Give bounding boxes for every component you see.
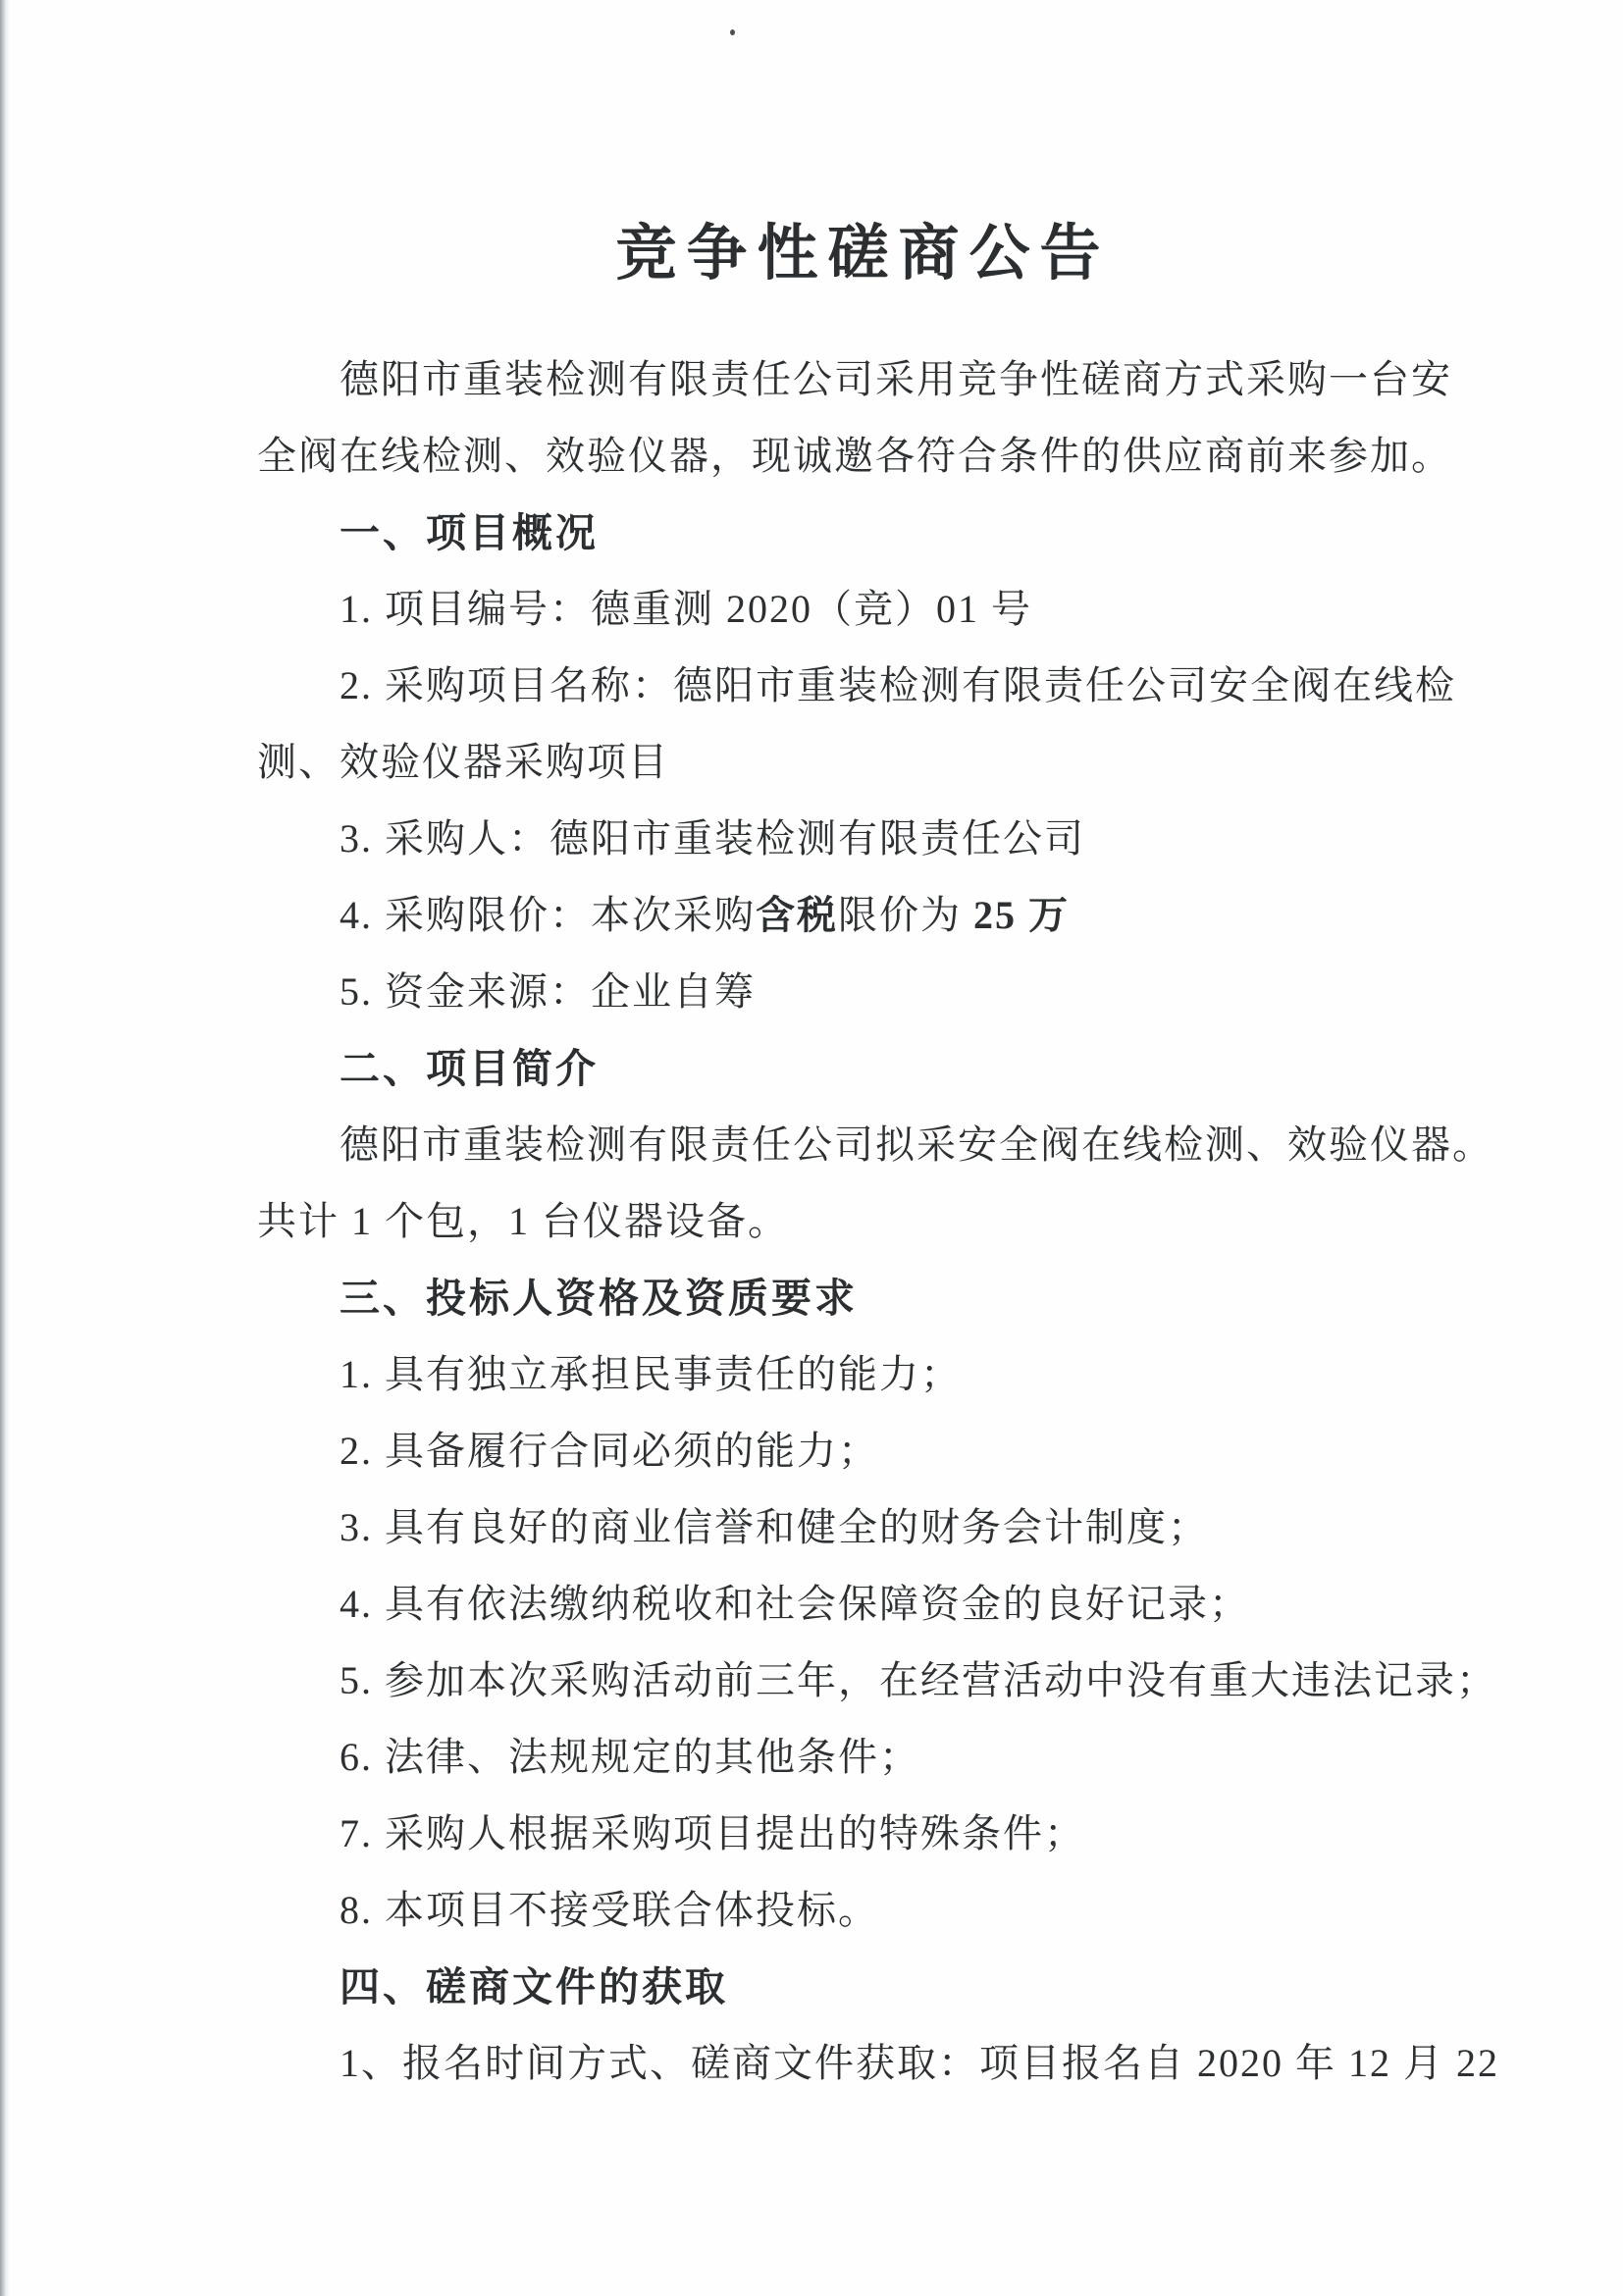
text-line	[257, 571, 1469, 648]
text-run: 限价为	[838, 893, 973, 937]
text-run: 德阳市重装检测有限责任公司采用竞争性磋商方式采购一台安	[340, 357, 1452, 401]
text-line	[257, 648, 1469, 724]
text-run: 2. 采购项目名称：德阳市重装检测有限责任公司安全阀在线检	[340, 663, 1456, 707]
text-run: 含税	[756, 893, 838, 937]
text-run: 5. 资金来源：企业自筹	[340, 969, 756, 1014]
document-content	[257, 0, 1499, 2102]
text-run: 25 万	[973, 893, 1070, 937]
text-run: 6. 法律、法规规定的其他条件；	[340, 1735, 920, 1779]
text-run: 德阳市重装检测有限责任公司拟采安全阀在线检测、效验仪器。	[340, 1122, 1493, 1167]
text-run: 全阀在线检测、效验仪器，现诚邀各符合条件的供应商前来参加。	[257, 434, 1452, 478]
text-line	[257, 954, 1469, 1030]
text-run: 4. 采购限价：本次采购	[340, 893, 756, 937]
text-run: 5. 参加本次采购活动前三年，在经营活动中没有重大违法记录；	[340, 1658, 1497, 1702]
text-run: 共计 1 个包，1 台仪器设备。	[257, 1199, 789, 1243]
text-line	[257, 801, 1469, 877]
document-title: 竞争性磋商公告	[615, 220, 1111, 287]
text-line	[257, 2025, 1499, 2102]
text-run: 8. 本项目不接受联合体投标。	[340, 1888, 879, 1932]
text-line	[257, 1107, 1493, 1183]
text-run: 3. 具有良好的商业信誉和健全的财务会计制度；	[340, 1505, 1209, 1549]
text-run: 7. 采购人根据采购项目提出的特殊条件；	[340, 1811, 1085, 1855]
text-run: 二、项目简介	[340, 1046, 599, 1091]
text-line	[257, 1872, 1469, 1949]
text-run: 1、报名时间方式、磋商文件获取：项目报名自 2020 年 12 月 22	[340, 2041, 1499, 2085]
scan-edge-artifact	[0, 0, 10, 2296]
text-line	[257, 877, 1469, 954]
text-run: 4. 具有依法缴纳税收和社会保障资金的良好记录；	[340, 1582, 1250, 1626]
text-run: 2. 具备履行合同必须的能力；	[340, 1429, 879, 1473]
text-line	[257, 1489, 1469, 1566]
text-line	[257, 341, 1469, 418]
text-run: 三、投标人资格及资质要求	[340, 1276, 858, 1321]
text-line	[257, 1566, 1469, 1643]
text-line	[257, 1796, 1469, 1872]
text-line	[257, 418, 1469, 495]
text-run: 1. 具有独立承担民事责任的能力；	[340, 1352, 962, 1396]
text-line	[257, 1183, 1469, 1260]
text-run: 1. 项目编号：德重测 2020（竞）01 号	[340, 587, 1032, 631]
section-heading	[257, 495, 1469, 571]
text-line	[257, 1719, 1469, 1796]
section-heading	[257, 1949, 1469, 2025]
section-heading	[257, 1260, 1469, 1336]
text-line	[257, 1336, 1469, 1413]
text-line	[257, 1413, 1469, 1489]
section-heading	[257, 1030, 1469, 1107]
text-line	[257, 1643, 1497, 1719]
text-line	[257, 724, 1469, 801]
text-run: 测、效验仪器采购项目	[257, 740, 669, 784]
text-run: 3. 采购人：德阳市重装检测有限责任公司	[340, 816, 1085, 861]
text-run: 四、磋商文件的获取	[340, 1964, 728, 2009]
text-run: 一、项目概况	[340, 510, 599, 555]
